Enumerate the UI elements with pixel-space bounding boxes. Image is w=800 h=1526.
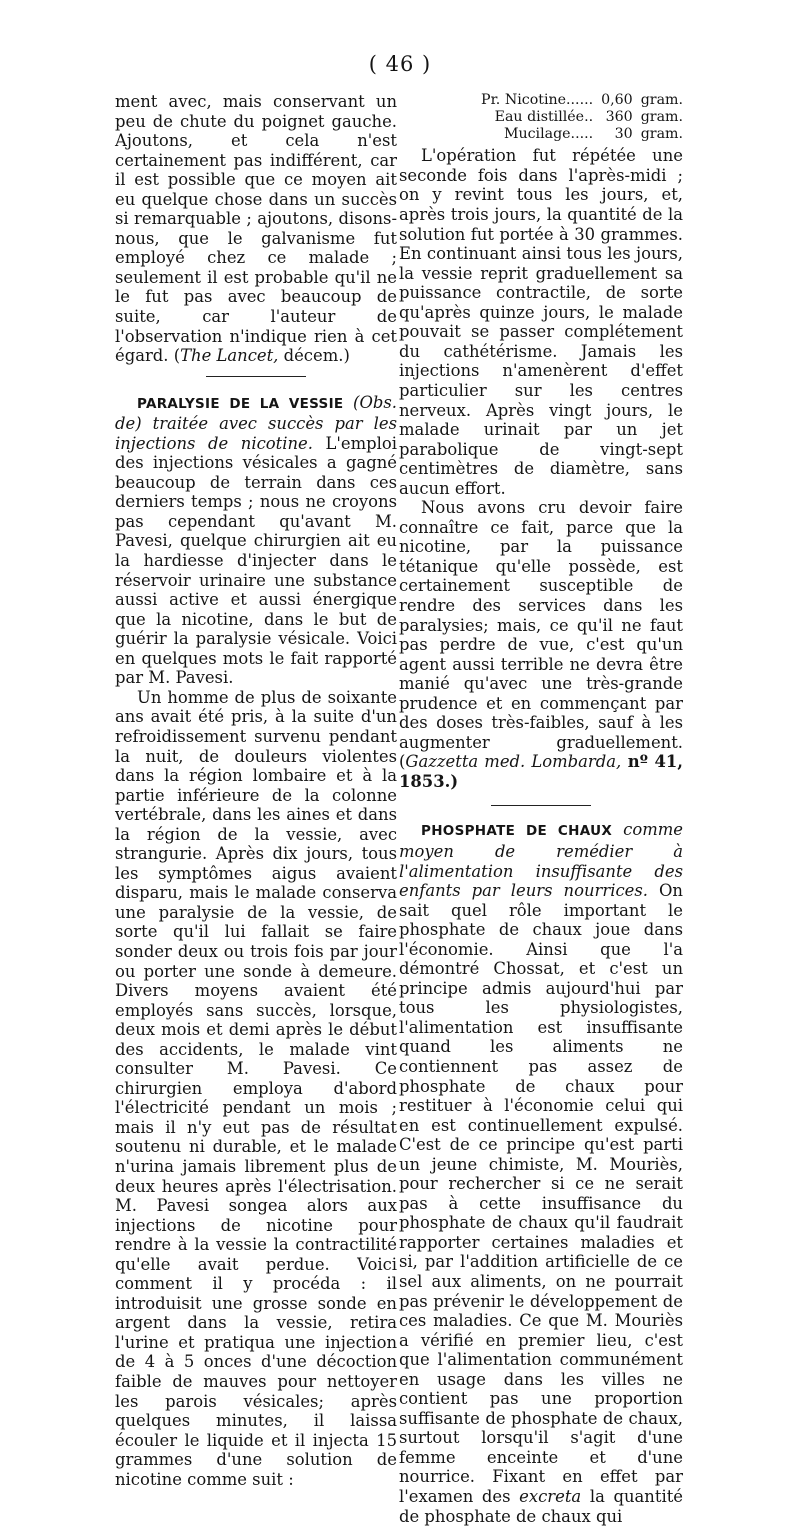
intro-source-date: décem.) [278,346,350,366]
formula-ingredient: Nicotine...... [504,92,594,108]
formula-quantity: 360 [605,108,633,125]
formula-unit: gram. [640,125,683,142]
formula-ingredient: Eau distillée.. [494,108,594,125]
article-paralysie-source: Gazzetta med. Lombarda, [405,752,622,772]
article-paralysie-paragraph-1 [115,393,397,688]
right-column [399,92,683,1526]
section-divider [206,376,306,377]
article-phosphate-text-end: la quantité de phosphate de chaux qui [399,1487,683,1526]
article-phosphate-italic: excreta [519,1487,582,1507]
article-paralysie-paragraph-3: L'opération fut répétée une seconde fois dans l'après-midi ; on y revint tous les jours, et, après trois jours, la quantité de la solution fut portée à 30 grammes. En continuant ainsi tous les jours, la vessie reprit graduellement sa puissance contractile, de sorte qu'après quinze jours, le malade pouvait se passer complétement du cathétérisme. Jamais les injections n'amenèrent d'effet particulier sur les centres nerveux. Après vingt jours, le malade urinait par un jet parabolique de vingt-sept centimètres de diamètre, sans aucun effort. [399,146,683,498]
article-paralysie-text-4: Nous avons cru devoir faire connaître ce fait, parce que la nicotine, par la puissance tétanique qu'elle possède, est certainement susceptible de rendre des services dans les paralysies; mais, ce qu'il ne faut pas perdre de vue, c'est qu'un agent aussi terrible ne devra être manié qu'avec une très-grande prudence et en commençant par des doses très-faibles, sauf à les augmenter graduellement. ( [399,498,683,772]
article-phosphate-paragraph-1 [399,820,683,1526]
article-paralysie-text-1: L'emploi des injections vésicales a gagné beaucoup de terrain dans ces derniers temps ; nous ne croyons pas cependant qu'avant M. Pavesi, quelque chirurgien ait eu la hardiesse d'injecter dans le réservoir urinaire une substance aussi active et aussi énergique que la nicotine, dans le but de guérir la paralysie vésicale. Voici en quelques mots le fait rapporté par M. Pavesi. [115,433,397,688]
article-subtitle-paralysie: (Obs. de) traitée avec succès par les injections de nicotine. [115,392,398,453]
formula-ingredient: Mucilage..... [503,125,594,142]
left-column [115,92,397,1489]
article-paralysie-paragraph-2: Un homme de plus de soixante ans avait été pris, à la suite d'un refroidissement survenu pendant la nuit, de douleurs violentes dans la région lombaire et à la partie inférieure de la colonne vertébrale, dans les aines et dans la région de la vessie, avec strangurie. Après dix jours, tous les symptômes aigus avaient disparu, mais le malade conserva une paralysie de la vessie, de sorte qu'il lui fallait se faire sonder deux ou trois fois par jour ou porter une sonde à demeure. Divers moyens avaient été employés sans succès, lorsque, deux mois et demi après le début des accidents, le malade vint consulter M. Pavesi. Ce chirurgien employa d'abord l'électricité pendant un mois ; mais il n'y eut pas de résultat soutenu ni durable, et le malade n'urina jamais librement plus de deux heures après l'électrisation. M. Pavesi songea alors aux injections de nicotine pour rendre à la vessie la contractilité qu'elle avait perdue. Voici comment il y procéda : il introduisit une grosse sonde en argent dans la vessie, retira l'urine et pratiqua une injection de 4 à 5 onces d'une décoction faible de mauves pour nettoyer les parois vésicales; après quelques minutes, il laissa écouler le liquide et il injecta 15 grammes d'une solution de nicotine comme suit : [115,687,397,1489]
article-title-paralysie: PARALYSIE DE LA VESSIE [137,395,344,412]
article-title-phosphate: PHOSPHATE DE CHAUX [421,823,613,840]
article-paralysie-paragraph-4 [399,498,683,791]
article-phosphate-text: On sait quel rôle important le phosphate de chaux joue dans l'économie. Ainsi que l'a démontré Chossat, et c'est un principe admis aujourd'hui par tous les physiologistes, l'alimentation est insuffisante quand les aliments ne contiennent pas assez de phosphate de chaux pour restituer à l'économie celui qui en est continuellement expulsé. C'est de ce principe qu'est parti un jeune chimiste, M. Mouriès, pour rechercher si ce ne serait pas à cette insuffisance du phosphate de chaux qu'il faudrait rapporter certaines maladies et si, par l'addition artificielle de ce sel aux aliments, on ne pourrait pas prévenir le développement de ces maladies. Ce que M. Mouriès a vérifié en premier lieu, c'est que l'alimentation communément en usage dans les villes ne contient pas une proportion suffisante de phosphate de chaux, surtout lorsqu'il s'agit d'une femme enceinte et d'une nourrice. Fixant en effet par l'examen des [399,881,683,1507]
formula-quantity: 30 [614,125,633,142]
prescription-formula [399,92,683,142]
article-paralysie-source-ref: nº 41, 1853.) [399,752,683,791]
intro-paragraph [115,92,397,366]
intro-text: ment avec, mais conservant un peu de chute du poignet gauche. Ajoutons, et cela n'est certainement pas indifférent, car il est possible que ce moyen ait eu quelque chose dans un succès si remarquable ; ajoutons, disons-nous, que le galvanisme fut employé chez ce malade ; seulement il est probable qu'il ne le fut pas avec beaucoup de suite, car l'auteur de l'observation n'indique rien à cet égard. ( [115,92,397,366]
formula-prefix: Pr. [481,92,501,108]
section-divider [491,805,591,806]
intro-source: The Lancet, [180,346,279,366]
formula-unit: gram. [640,108,683,125]
formula-unit: gram. [640,92,683,108]
article-subtitle-phosphate: comme moyen de remédier à l'alimentation insuffisante des enfants par leurs nourrices. [399,820,683,901]
formula-row-name [399,92,593,109]
page-number: ( 46 ) [368,52,432,76]
formula-quantity: 0,60 [601,92,633,108]
